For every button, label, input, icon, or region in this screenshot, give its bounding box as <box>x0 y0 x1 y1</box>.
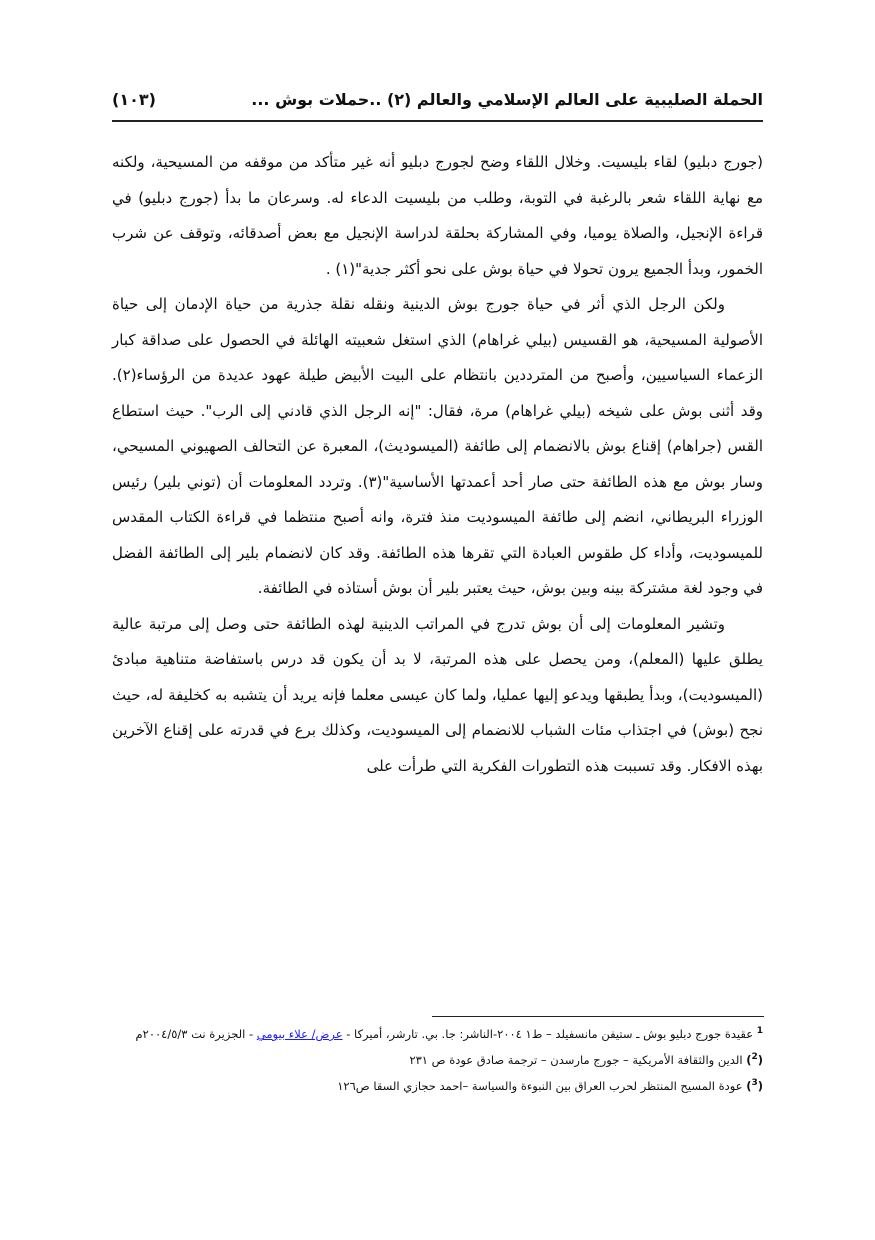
footnote-3-close: ) <box>746 1078 752 1093</box>
footnote-1-text: عقيدة جورج دبليو بوش ـ ستيفن مانسفيلد – ط١ ٢٠٠٤-الناشر: جا. بي. تارشر، أميركا - <box>346 1026 754 1041</box>
body-text <box>112 145 763 784</box>
footnote-3-number: 3 <box>751 1077 758 1088</box>
footnote-3-text: عودة المسيح المنتظر لحرب العراق بين النبوءة والسياسة –احمد حجازي السقا ص١٢٦ <box>337 1078 743 1093</box>
footnote-2-close: ) <box>746 1052 752 1067</box>
footnote-separator <box>432 1016 764 1017</box>
footnote-1 <box>112 1022 763 1044</box>
paragraph-3: وتشير المعلومات إلى أن بوش تدرج في المراتب الدينية لهذه الطائفة حتى وصل إلى مرتبة عالية يطلق عليها (المعلم)، ومن يحصل على هذه المرتبة، لا بد أن يكون قد درس باستفاضة متناهية مبادئ (الميسوديت)، وبدأ يطبقها ويدعو إليها عمليا، ولما كان عيسى معلما فإنه يريد أن يتشبه به كخليفة له، حيث نجح (بوش) في اجتذاب مئات الشباب للانضمام إلى الميسوديت، وكذلك برع في قدرته على إقناع الآخرين بهذه الافكار. وقد تسببت هذه التطورات الفكرية التي طرأت على <box>112 614 763 775</box>
footnote-2-text: الدين والثقافة الأمريكية – جورج مارسدن – ترجمة صادق عودة ص ٢٣١ <box>409 1052 743 1067</box>
footnote-2 <box>112 1048 763 1070</box>
footnote-1-link[interactable]: عرض/ علاء بيومي <box>256 1026 343 1041</box>
footnote-2-open: ( <box>757 1052 763 1067</box>
page-number: (١٠٣) <box>112 90 156 109</box>
paragraph-1: (جورج دبليو) لقاء بليسيت. وخلال اللقاء وضح لجورج دبليو أنه غير متأكد من موقفه من المسيحية، ولكنه مع نهاية اللقاء شعر بالرغبة في التوبة، وطلب من بليسيت الدعاء له. وسرعان ما بدأ (جورج دبليو) في قراءة الإنجيل، والصلاة يوميا، وفي المشاركة بحلقة لدراسة الإنجيل مع بعض أصدقائه، وتوقف عن شرب الخمور، وبدأ الجميع يرون تحولا في حياة بوش على نحو أكثر جدية"(١) . <box>112 153 763 278</box>
running-header <box>112 86 763 122</box>
footnote-3-open: ( <box>757 1078 763 1093</box>
footnote-2-number: 2 <box>751 1051 758 1062</box>
header-title: الحملة الصليبية على العالم الإسلامي والعالم (٢) ..حملات بوش ... <box>251 90 763 109</box>
footnotes <box>112 1022 763 1099</box>
footnote-3 <box>112 1074 763 1096</box>
footnote-1-tail: - الجزيرة نت ٢٠٠٤/٥/٣م <box>135 1026 254 1041</box>
footnote-1-number: 1 <box>756 1026 763 1036</box>
paragraph-2: ولكن الرجل الذي أثر في حياة جورج بوش الدينية ونقله نقلة جذرية من حياة الإدمان إلى حياة الأصولية المسيحية، هو القسيس (بيلي غراهام) الذي استغل شعبيته الهائلة في الحصول على صداقة كبار الزعماء السياسيين، وأصبح من المترددين بانتظام على البيت الأبيض طيلة عهود عديدة من الرؤساء(٢). وقد أثنى بوش على شيخه (بيلي غراهام) مرة، فقال: "إنه الرجل الذي قادني إلى الرب". حيث استطاع القس (جراهام) إقناع بوش بالانضمام إلى طائفة (الميسوديث)، المعبرة عن التحالف الصهيوني المسيحي، وسار بوش مع هذه الطائفة حتى صار أحد أعمدتها الأساسية"(٣). وتردد المعلومات أن (توني بلير) رئيس الوزراء البريطاني، انضم إلى طائفة الميسوديت منذ فترة، وانه أصبح منتظما في قراءة الكتاب المقدس للميسوديت، وأداء كل طقوس العبادة التي تقرها هذه الطائفة. وقد كان لانضمام بلير إلى الطائفة الفضل في وجود لغة مشتركة بينه وبين بوش، حيث يعتبر بلير أن بوش أستاذه في الطائفة. <box>112 295 764 597</box>
